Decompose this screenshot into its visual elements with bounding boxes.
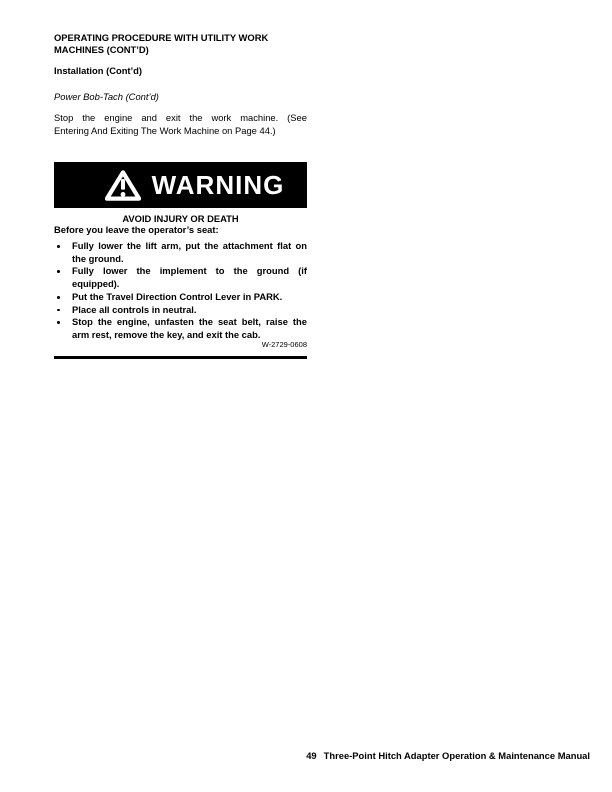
text-line: Stop the engine and exit the work machine. (See	[54, 112, 307, 123]
text-line: Fully lower the lift arm, put the attachment flat on	[72, 240, 307, 251]
bullet-item	[54, 304, 307, 317]
subsection-heading: Installation (Cont’d)	[54, 65, 143, 76]
text-line: Put the Travel Direction Control Lever in PARK.	[72, 290, 283, 302]
reference-code: W-2729-0608	[261, 340, 307, 349]
warning-triangle-icon	[105, 170, 141, 201]
bullet-icon	[57, 309, 60, 312]
topic-heading: Power Bob-Tach (Cont’d)	[54, 91, 159, 102]
text-line: Place all controls in neutral.	[72, 303, 197, 315]
warning-banner-label: WARNING	[151, 170, 285, 200]
page-footer	[306, 750, 590, 762]
text-line: Entering And Exiting The Work Machine on Page 44.)	[54, 125, 276, 136]
warning-subtitle: AVOID INJURY OR DEATH	[122, 213, 239, 224]
bullet-item-text	[72, 265, 307, 290]
text-line: equipped).	[72, 278, 120, 290]
section-divider	[54, 356, 307, 359]
text-line: Fully lower the implement to the ground (if	[72, 265, 307, 277]
bullet-icon	[57, 321, 60, 324]
bullet-item	[54, 291, 307, 304]
footer-manual-title: Three-Point Hitch Adapter Operation & Maintenance Manual	[323, 750, 590, 761]
text-line: arm rest, remove the key, and exit the cab.	[72, 328, 261, 340]
bullet-icon	[57, 296, 60, 299]
bullet-item-text	[72, 316, 307, 341]
text-line: OPERATING PROCEDURE WITH UTILITY WORK	[54, 32, 269, 43]
warning-banner	[54, 162, 307, 208]
bullet-icon	[57, 270, 60, 273]
section-heading	[54, 32, 307, 56]
intro-paragraph	[54, 111, 307, 137]
text-line: Stop the engine, unfasten the seat belt, raise the	[72, 316, 307, 328]
bullet-item-text	[72, 304, 307, 317]
text-line: the ground.	[72, 252, 124, 264]
warning-lead-in: Before you leave the operator’s seat:	[54, 224, 219, 235]
bullet-item-text	[72, 291, 307, 304]
footer-page-number: 49	[306, 750, 317, 761]
warning-bullet-list	[54, 240, 307, 342]
bullet-item-text	[72, 240, 307, 265]
bullet-icon	[57, 245, 60, 248]
bullet-item	[54, 240, 307, 265]
text-line: MACHINES (CONT’D)	[54, 44, 149, 55]
bullet-item	[54, 265, 307, 290]
bullet-item	[54, 316, 307, 341]
